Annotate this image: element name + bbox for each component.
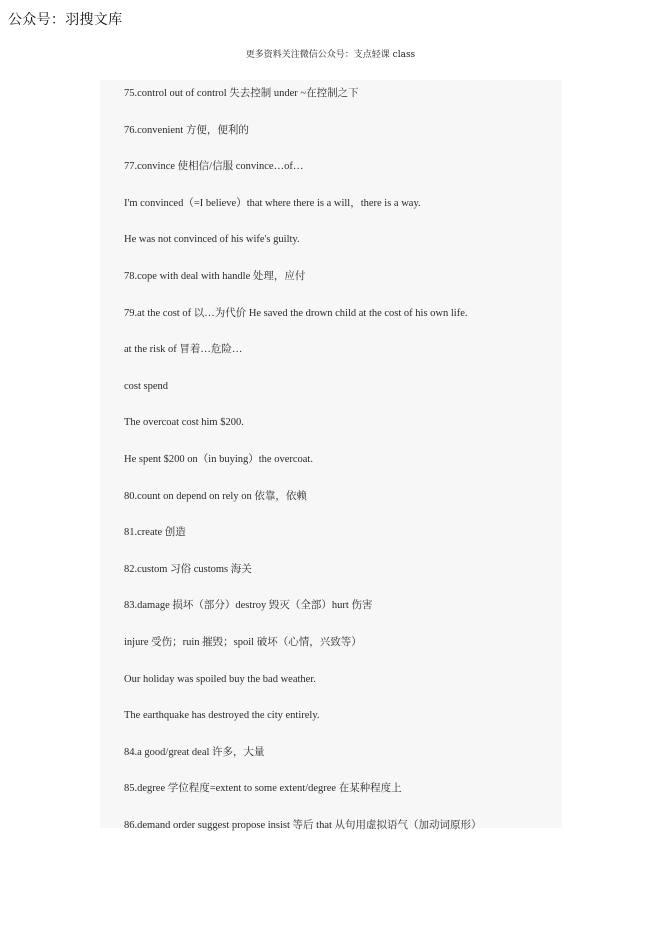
list-item: The earthquake has destroyed the city entirely. bbox=[124, 710, 320, 722]
list-item: at the risk of 冒着…危险… bbox=[124, 344, 243, 356]
watermark-label: 公众号：羽搜文库 bbox=[8, 12, 123, 28]
list-item: He spent $200 on（in buying）the overcoat. bbox=[124, 453, 313, 465]
vocabulary-list bbox=[124, 86, 560, 854]
list-item: 84.a good/great deal 许多，大量 bbox=[124, 746, 265, 758]
list-item: 78.cope with deal with handle 处理，应付 bbox=[124, 270, 306, 282]
list-item: 77.convince 使相信/信服 convince…of… bbox=[124, 161, 304, 173]
list-item: He was not convinced of his wife's guilty. bbox=[124, 234, 300, 246]
list-item: 80.count on depend on rely on 依靠，依赖 bbox=[124, 490, 307, 502]
list-item: 76.convenient 方便，便利的 bbox=[124, 124, 249, 136]
list-item: I'm convinced（=I believe）that where there is a will，there is a way. bbox=[124, 197, 421, 209]
list-item: 83.damage 损坏（部分）destroy 毁灭（全部）hurt 伤害 bbox=[124, 600, 373, 612]
list-item: 75.control out of control 失去控制 under ~在控制之下 bbox=[124, 88, 359, 99]
list-item: 86.demand order suggest propose insist 等后 that 从句用虚拟语气（加动词原形） bbox=[124, 819, 482, 831]
list-item: 79.at the cost of 以…为代价 He saved the drown child at the cost of his own life. bbox=[124, 307, 468, 319]
list-item: cost spend bbox=[124, 380, 169, 392]
list-item: 82.custom 习俗 customs 海关 bbox=[124, 563, 252, 575]
list-item: 81.create 创造 bbox=[124, 527, 186, 539]
list-item: The overcoat cost him $200. bbox=[124, 417, 244, 429]
page-header: 更多资料关注微信公众号：支点轻课 class bbox=[245, 50, 416, 60]
list-item: Our holiday was spoiled buy the bad weather. bbox=[124, 673, 316, 685]
list-item: injure 受伤；ruin 摧毁；spoil 破坏（心情，兴致等） bbox=[124, 636, 362, 648]
list-item: 85.degree 学位程度=extent to some extent/degree 在某种程度上 bbox=[124, 783, 402, 795]
